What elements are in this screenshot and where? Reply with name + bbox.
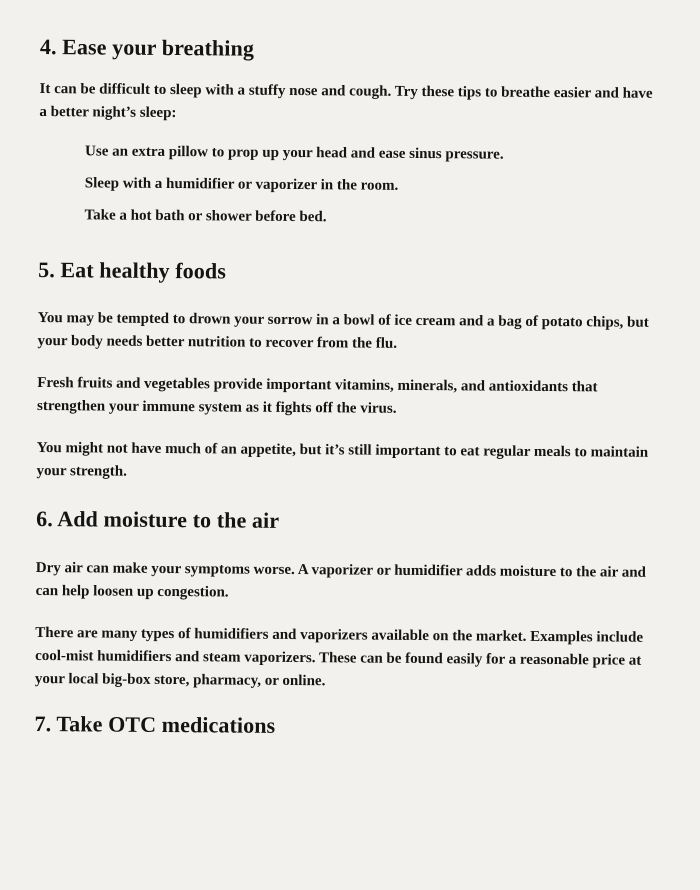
section-heading-moisture: 6. Add moisture to the air xyxy=(36,505,280,533)
tip-extra-pillow: Use an extra pillow to prop up your head and ease sinus pressure. xyxy=(85,143,504,163)
section-heading-healthy-foods: 5. Eat healthy foods xyxy=(38,256,227,284)
tip-hot-bath: Take a hot bath or shower before bed. xyxy=(84,207,327,226)
tip-humidifier: Sleep with a humidifier or vaporizer in the room. xyxy=(84,175,399,194)
section-heading-otc-medications: 7. Take OTC medications xyxy=(34,710,276,738)
paragraph-moisture-2: There are many types of humidifiers and vaporizers available on the market. Examples include cool-mist humidifiers and steam vaporizers. These can be found easily for a reasonable price at your local big-box store, pharmacy, or online. xyxy=(34,624,644,690)
paragraph-healthy-foods-1: You may be tempted to drown your sorrow in a bowl of ice cream and a bag of potato chips, but your body needs better nutrition to recover from the flu. xyxy=(37,309,649,352)
paragraph-healthy-foods-2: Fresh fruits and vegetables provide important vitamins, minerals, and antioxidants that strengthen your immune system as it fights off the virus. xyxy=(37,374,598,417)
paragraph-healthy-foods-3: You might not have much of an appetite, but it’s still important to eat regular meals to maintain your strength. xyxy=(36,439,649,480)
section-heading-ease-breathing: 4. Ease your breathing xyxy=(39,34,255,61)
page-content xyxy=(34,34,660,742)
paragraph-moisture-1: Dry air can make your symptoms worse. A vaporizer or humidifier adds moisture to the air and can help loosen up congestion. xyxy=(35,559,646,601)
section-intro-ease-breathing: It can be difficult to sleep with a stuffy nose and cough. Try these tips to breathe easier and have a better night’s sleep: xyxy=(39,80,653,122)
